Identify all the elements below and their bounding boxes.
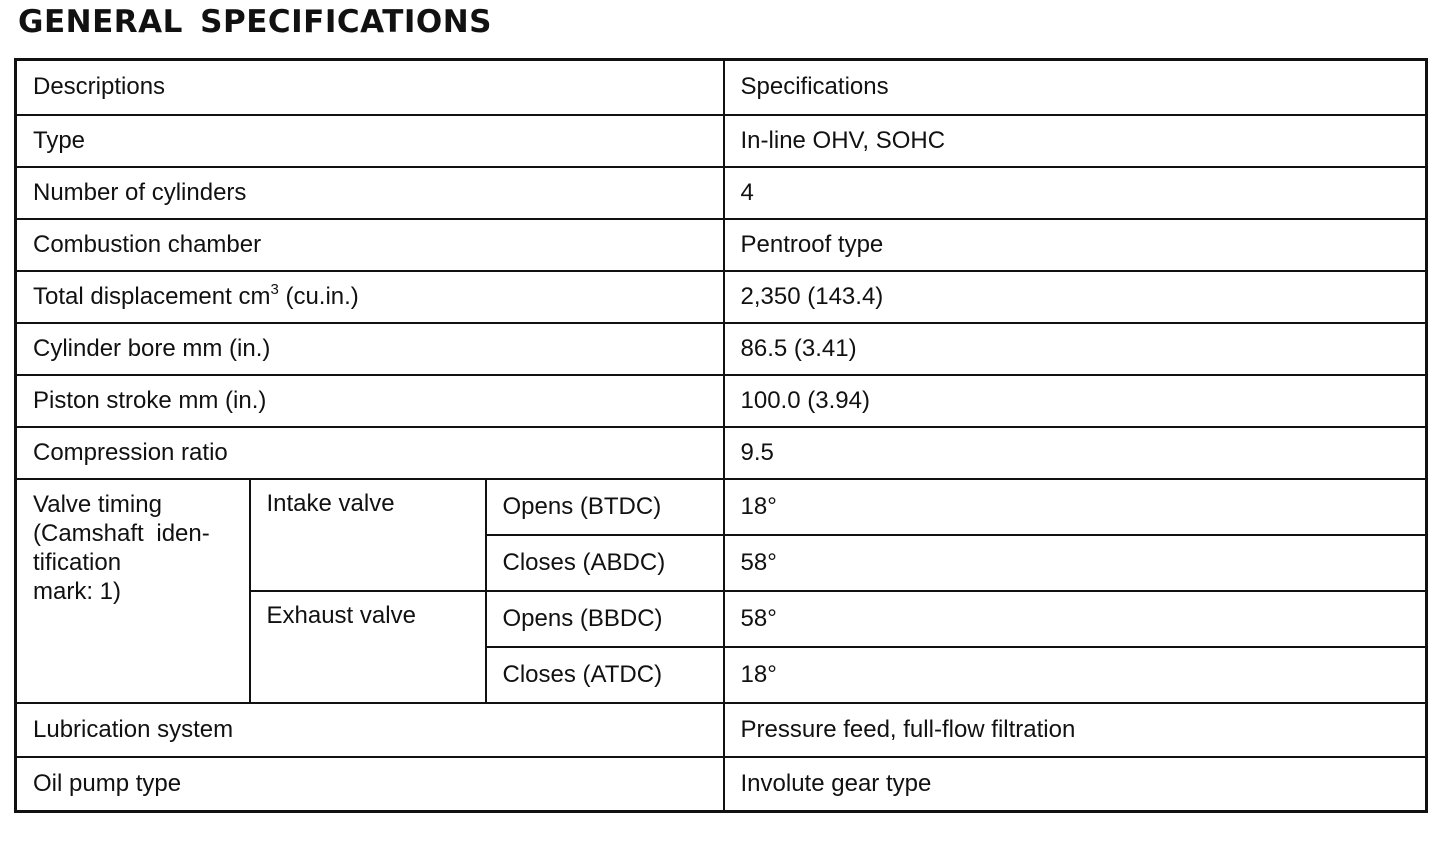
row-value-oil-pump-type: Involute gear type (724, 757, 1427, 812)
table-row (16, 219, 1427, 271)
row-label-total-displacement (16, 271, 724, 323)
header-specifications: Specifications (724, 60, 1427, 115)
intake-opens-label: Opens (BTDC) (486, 479, 724, 535)
intake-closes-label: Closes (ABDC) (486, 535, 724, 591)
exhaust-opens-label: Opens (BBDC) (486, 591, 724, 647)
row-value-cylinder-bore: 86.5 (3.41) (724, 323, 1427, 375)
row-value-cylinders: 4 (724, 167, 1427, 219)
intake-closes-value: 58° (724, 535, 1427, 591)
row-label-piston-stroke: Piston stroke mm (in.) (16, 375, 724, 427)
displacement-label-superscript: 3 (270, 280, 279, 298)
row-value-piston-stroke: 100.0 (3.94) (724, 375, 1427, 427)
valve-timing-label-line4: mark: 1) (33, 577, 122, 605)
table-row (16, 115, 1427, 167)
intake-opens-value: 18° (724, 479, 1427, 535)
row-label-combustion-chamber: Combustion chamber (16, 219, 724, 271)
exhaust-valve-label: Exhaust valve (250, 591, 486, 703)
row-value-combustion-chamber: Pentroof type (724, 219, 1427, 271)
table-row (16, 167, 1427, 219)
displacement-label-main: Total displacement cm (33, 282, 271, 310)
row-label-compression-ratio: Compression ratio (16, 427, 724, 479)
valve-timing-label-line1: Valve timing (33, 490, 162, 518)
table-row (16, 375, 1427, 427)
specifications-table (14, 58, 1428, 813)
exhaust-opens-value: 58° (724, 591, 1427, 647)
valve-timing-label-line3: tification (33, 548, 122, 576)
exhaust-closes-label: Closes (ATDC) (486, 647, 724, 703)
row-value-type: In-line OHV, SOHC (724, 115, 1427, 167)
row-label-oil-pump-type: Oil pump type (16, 757, 724, 812)
table-row (16, 271, 1427, 323)
header-descriptions: Descriptions (16, 60, 724, 115)
displacement-label-unit: (cu.in.) (278, 282, 359, 310)
table-row (16, 757, 1427, 812)
row-value-compression-ratio: 9.5 (724, 427, 1427, 479)
row-label-type: Type (16, 115, 724, 167)
exhaust-closes-value: 18° (724, 647, 1427, 703)
table-row (16, 427, 1427, 479)
table-row (16, 323, 1427, 375)
row-label-lubrication-system: Lubrication system (16, 703, 724, 757)
valve-timing-label-line2: (Camshaft iden- (33, 519, 210, 547)
row-value-lubrication-system: Pressure feed, full-flow filtration (724, 703, 1427, 757)
row-label-cylinder-bore: Cylinder bore mm (in.) (16, 323, 724, 375)
table-header-row (16, 60, 1427, 115)
table-row-valve-intake-opens (16, 479, 1427, 535)
table-row (16, 703, 1427, 757)
row-value-total-displacement: 2,350 (143.4) (724, 271, 1427, 323)
row-label-cylinders: Number of cylinders (16, 167, 724, 219)
page-title: GENERAL SPECIFICATIONS (18, 4, 493, 40)
intake-valve-label: Intake valve (250, 479, 486, 591)
valve-timing-label (16, 479, 250, 703)
